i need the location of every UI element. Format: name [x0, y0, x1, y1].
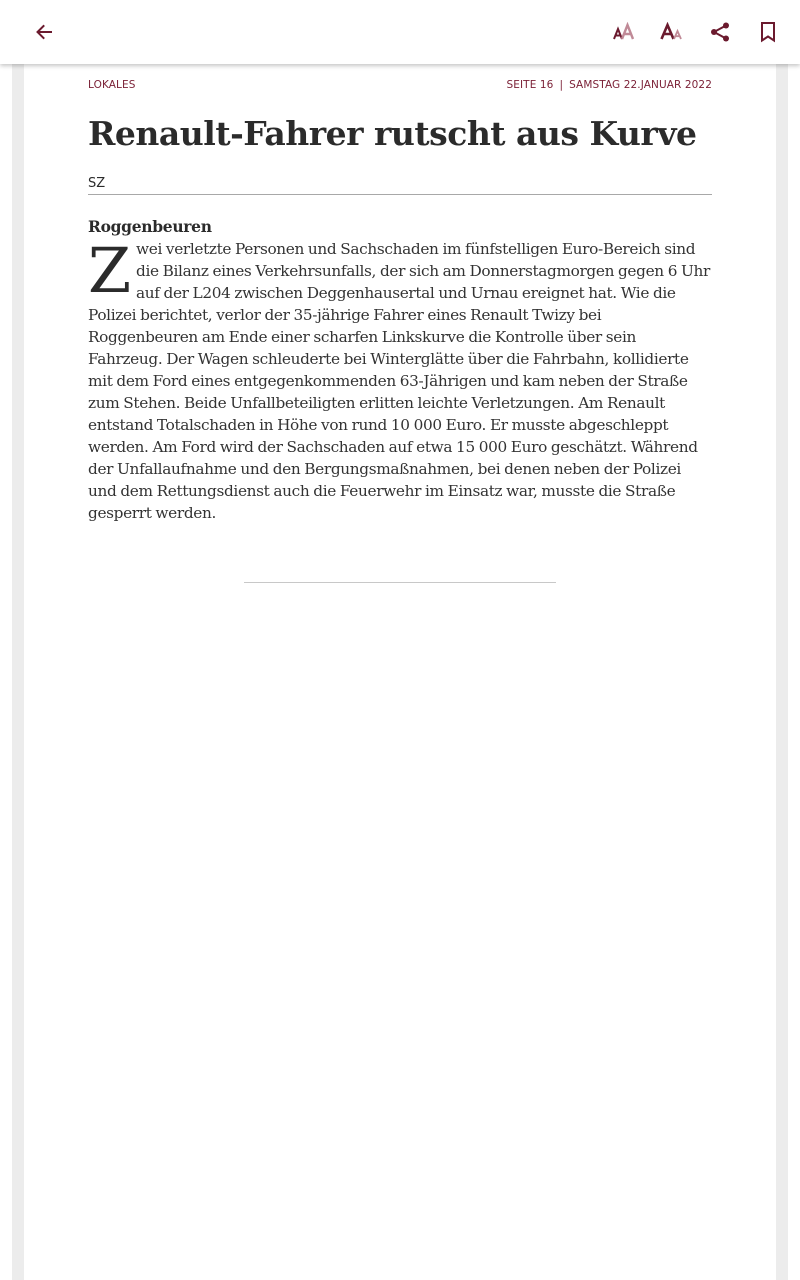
article-end-divider [244, 582, 556, 583]
article-headline: Renault-Fahrer rutscht aus Kurve [88, 114, 697, 153]
bookmark-button[interactable] [750, 14, 786, 50]
page-edge-left [12, 0, 24, 1280]
section-label: LOKALES [88, 79, 136, 91]
font-size-increase-button[interactable] [654, 14, 690, 50]
article-author: SZ [88, 176, 712, 195]
arrow-left-icon [34, 22, 54, 42]
article-dateline: Roggenbeuren [88, 217, 212, 236]
top-app-bar [0, 0, 800, 64]
share-button[interactable] [702, 14, 738, 50]
page-edge-right [776, 0, 788, 1280]
back-button[interactable] [26, 14, 62, 50]
drop-cap: Z [88, 234, 131, 307]
issue-info [506, 79, 712, 91]
font-size-decrease-icon [612, 22, 636, 42]
page-number: SEITE 16 [506, 79, 554, 91]
article-meta [88, 79, 712, 93]
issue-date: SAMSTAG 22.JANUAR 2022 [569, 79, 712, 91]
meta-separator: | [559, 79, 564, 91]
bookmark-icon [759, 21, 777, 43]
font-size-increase-icon [660, 22, 684, 42]
share-icon [709, 21, 731, 43]
font-size-decrease-button[interactable] [606, 14, 642, 50]
article-body-text: wei verletzte Personen und Sachschaden im fünfstelligen Euro-Bereich sind die Bilanz eines Verkehrsunfalls, der sich am Donnerstagmorgen gegen 6 Uhr auf der L204 zwischen Deggenhausertal und Urnau ereignet hat. Wie die Polizei berichtet, verlor der 35-jährige Fahrer eines Renault Twizy bei Roggenbeuren am Ende einer scharfen Linkskurve die Kontrolle über sein Fahrzeug. Der Wagen schleuderte bei Winterglätte über die Fahrbahn, kollidierte mit dem Ford eines entgegenkommenden 63-Jährigen und kam neben der Straße zum Stehen. Beide Unfallbeteiligten erlitten leichte Verletzungen. Am Renault entstand Totalschaden in Höhe von rund 10 000 Euro. Er musste abgeschleppt werden. Am Ford wird der Sachschaden auf etwa 15 000 Euro geschätzt. Während der Unfallaufnahme und den Bergungsmaßnahmen, bei denen neben der Polizei und dem Rettungsdienst auch die Feuerwehr im Einsatz war, musste die Straße gesperrt werden. [88, 240, 710, 522]
article-body [88, 234, 712, 524]
